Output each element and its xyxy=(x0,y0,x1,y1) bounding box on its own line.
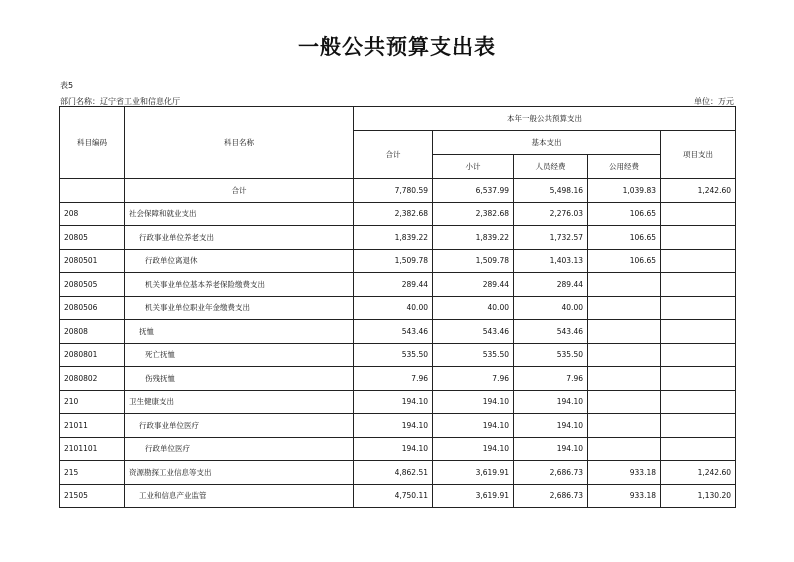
row-total: 1,839.22 xyxy=(354,226,433,250)
row-total: 1,509.78 xyxy=(354,249,433,273)
table-row xyxy=(60,414,736,438)
header-personnel: 人员经费 xyxy=(514,155,588,179)
row-name: 行政单位离退休 xyxy=(125,249,354,273)
table-row xyxy=(60,296,736,320)
row-total: 535.50 xyxy=(354,343,433,367)
row-name: 伤残抚恤 xyxy=(125,367,354,391)
row-personnel: 5,498.16 xyxy=(514,179,588,203)
row-project xyxy=(661,414,736,438)
row-total: 194.10 xyxy=(354,414,433,438)
header-code: 科目编码 xyxy=(60,107,125,179)
row-subtotal: 2,382.68 xyxy=(433,202,514,226)
row-code: 2080802 xyxy=(60,367,125,391)
row-total: 4,862.51 xyxy=(354,461,433,485)
row-name: 社会保障和就业支出 xyxy=(125,202,354,226)
table-row xyxy=(60,367,736,391)
row-total: 289.44 xyxy=(354,273,433,297)
row-subtotal: 543.46 xyxy=(433,320,514,344)
row-subtotal: 194.10 xyxy=(433,437,514,461)
row-personnel: 40.00 xyxy=(514,296,588,320)
row-code: 20805 xyxy=(60,226,125,250)
row-subtotal: 6,537.99 xyxy=(433,179,514,203)
row-project xyxy=(661,343,736,367)
row-public xyxy=(588,343,661,367)
row-public: 933.18 xyxy=(588,461,661,485)
row-project xyxy=(661,202,736,226)
header-public: 公用经费 xyxy=(588,155,661,179)
row-project xyxy=(661,367,736,391)
row-public xyxy=(588,390,661,414)
row-personnel: 535.50 xyxy=(514,343,588,367)
row-total: 194.10 xyxy=(354,437,433,461)
header-subtotal: 小计 xyxy=(433,155,514,179)
row-name: 合计 xyxy=(125,179,354,203)
row-subtotal: 194.10 xyxy=(433,414,514,438)
row-code: 2080506 xyxy=(60,296,125,320)
row-subtotal: 40.00 xyxy=(433,296,514,320)
row-subtotal: 3,619.91 xyxy=(433,484,514,508)
row-subtotal: 7.96 xyxy=(433,367,514,391)
table-row xyxy=(60,202,736,226)
table-row xyxy=(60,179,736,203)
row-name: 行政单位医疗 xyxy=(125,437,354,461)
row-public: 1,039.83 xyxy=(588,179,661,203)
table-number: 表5 xyxy=(60,81,74,90)
table-row xyxy=(60,249,736,273)
row-name: 行政事业单位养老支出 xyxy=(125,226,354,250)
row-project: 1,242.60 xyxy=(661,179,736,203)
table-row xyxy=(60,343,736,367)
table-row xyxy=(60,390,736,414)
row-public: 106.65 xyxy=(588,249,661,273)
row-public xyxy=(588,367,661,391)
row-code xyxy=(60,179,125,203)
row-total: 7.96 xyxy=(354,367,433,391)
row-code: 215 xyxy=(60,461,125,485)
row-personnel: 194.10 xyxy=(514,437,588,461)
row-project: 1,242.60 xyxy=(661,461,736,485)
unit-label: 单位：万元 xyxy=(694,97,734,106)
header-group: 本年一般公共预算支出 xyxy=(354,107,736,131)
row-personnel: 2,686.73 xyxy=(514,484,588,508)
row-project xyxy=(661,296,736,320)
row-public xyxy=(588,296,661,320)
row-subtotal: 535.50 xyxy=(433,343,514,367)
row-name: 工业和信息产业监管 xyxy=(125,484,354,508)
row-project xyxy=(661,437,736,461)
row-subtotal: 1,839.22 xyxy=(433,226,514,250)
row-total: 194.10 xyxy=(354,390,433,414)
department-name: 部门名称：辽宁省工业和信息化厅 xyxy=(60,97,180,106)
row-personnel: 194.10 xyxy=(514,390,588,414)
row-subtotal: 289.44 xyxy=(433,273,514,297)
table-row xyxy=(60,437,736,461)
row-public xyxy=(588,320,661,344)
header-name: 科目名称 xyxy=(125,107,354,179)
row-project: 1,130.20 xyxy=(661,484,736,508)
row-name: 行政事业单位医疗 xyxy=(125,414,354,438)
row-code: 2101101 xyxy=(60,437,125,461)
table-row xyxy=(60,226,736,250)
row-name: 机关事业单位职业年金缴费支出 xyxy=(125,296,354,320)
row-name: 资源勘探工业信息等支出 xyxy=(125,461,354,485)
row-personnel: 2,276.03 xyxy=(514,202,588,226)
row-project xyxy=(661,390,736,414)
row-total: 2,382.68 xyxy=(354,202,433,226)
row-project xyxy=(661,320,736,344)
row-code: 21505 xyxy=(60,484,125,508)
header-project: 项目支出 xyxy=(661,131,736,179)
row-personnel: 289.44 xyxy=(514,273,588,297)
row-public xyxy=(588,273,661,297)
row-subtotal: 1,509.78 xyxy=(433,249,514,273)
row-name: 死亡抚恤 xyxy=(125,343,354,367)
row-project xyxy=(661,249,736,273)
row-code: 2080505 xyxy=(60,273,125,297)
header-row-1 xyxy=(60,107,736,131)
row-total: 40.00 xyxy=(354,296,433,320)
row-personnel: 1,403.13 xyxy=(514,249,588,273)
table-row xyxy=(60,461,736,485)
row-name: 抚恤 xyxy=(125,320,354,344)
row-public xyxy=(588,414,661,438)
row-project xyxy=(661,273,736,297)
row-code: 20808 xyxy=(60,320,125,344)
row-total: 7,780.59 xyxy=(354,179,433,203)
row-personnel: 543.46 xyxy=(514,320,588,344)
row-public: 106.65 xyxy=(588,226,661,250)
row-total: 543.46 xyxy=(354,320,433,344)
budget-table xyxy=(59,106,736,508)
table-row xyxy=(60,320,736,344)
row-code: 21011 xyxy=(60,414,125,438)
row-personnel: 194.10 xyxy=(514,414,588,438)
row-code: 2080501 xyxy=(60,249,125,273)
row-code: 2080801 xyxy=(60,343,125,367)
row-personnel: 7.96 xyxy=(514,367,588,391)
row-subtotal: 3,619.91 xyxy=(433,461,514,485)
row-code: 210 xyxy=(60,390,125,414)
header-total: 合计 xyxy=(354,131,433,179)
row-code: 208 xyxy=(60,202,125,226)
row-personnel: 1,732.57 xyxy=(514,226,588,250)
row-public: 933.18 xyxy=(588,484,661,508)
table-row xyxy=(60,273,736,297)
row-project xyxy=(661,226,736,250)
page-title: 一般公共预算支出表 xyxy=(298,35,496,59)
row-name: 机关事业单位基本养老保险缴费支出 xyxy=(125,273,354,297)
row-public: 106.65 xyxy=(588,202,661,226)
row-total: 4,750.11 xyxy=(354,484,433,508)
row-public xyxy=(588,437,661,461)
row-subtotal: 194.10 xyxy=(433,390,514,414)
table-row xyxy=(60,484,736,508)
row-name: 卫生健康支出 xyxy=(125,390,354,414)
header-basic: 基本支出 xyxy=(433,131,661,155)
row-personnel: 2,686.73 xyxy=(514,461,588,485)
